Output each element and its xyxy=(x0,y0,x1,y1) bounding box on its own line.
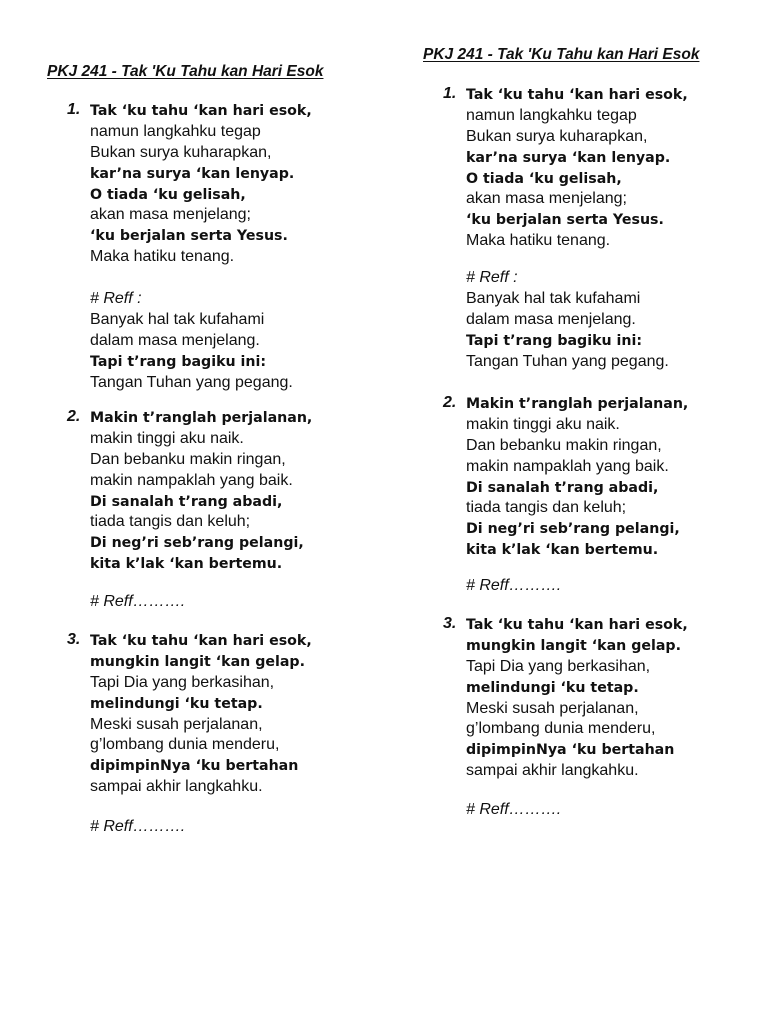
lyric-line: Di sanalah t’rang abadi, xyxy=(466,479,659,496)
verse-lines xyxy=(90,289,293,393)
refrain-label: # Reff : xyxy=(466,269,518,286)
lyric-line: Di sanalah t’rang abadi, xyxy=(90,493,283,510)
lyric-line: O tiada ‘ku gelisah, xyxy=(466,170,622,187)
lyric-line: O tiada ‘ku gelisah, xyxy=(90,186,246,203)
lyric-line: Banyak hal tak kufahami xyxy=(466,289,641,307)
verse-lines xyxy=(466,85,688,252)
verse-lines xyxy=(466,394,688,561)
verse-number: 1. xyxy=(67,101,81,118)
lyric-line: makin nampaklah yang baik. xyxy=(466,457,669,475)
lyric-line: Tapi Dia yang berkasihan, xyxy=(466,657,651,675)
lyric-line: kar’na surya ‘kan lenyap. xyxy=(466,149,671,166)
lyric-line: Tapi t’rang bagiku ini: xyxy=(90,353,267,370)
refrain-label: # Reff………. xyxy=(466,577,562,594)
verse-lines xyxy=(90,408,312,575)
lyric-line: kar’na surya ‘kan lenyap. xyxy=(90,165,295,182)
lyric-line: Maka hatiku tenang. xyxy=(90,248,235,266)
lyric-line: akan masa menjelang; xyxy=(90,206,251,224)
lyric-line: dipimpinNya ‘ku bertahan xyxy=(466,742,675,759)
lyric-line: ‘ku berjalan serta Yesus. xyxy=(466,212,664,229)
verse-lines xyxy=(90,101,312,268)
lyric-line: tiada tangis dan keluh; xyxy=(466,499,627,517)
lyric-line: dipimpinNya ‘ku bertahan xyxy=(90,758,299,775)
lyric-line: Tak ‘ku tahu ‘kan hari esok, xyxy=(466,617,688,633)
lyric-line: mungkin langit ‘kan gelap. xyxy=(466,637,681,654)
lyric-line: melindungi ‘ku tetap. xyxy=(90,695,263,712)
lyric-line: dalam masa menjelang. xyxy=(90,331,260,349)
lyric-line: Tak ‘ku tahu ‘kan hari esok, xyxy=(90,103,312,119)
lyric-line: Tangan Tuhan yang pegang. xyxy=(90,373,293,391)
lyric-line: Bukan surya kuharapkan, xyxy=(466,127,648,145)
verse-lines xyxy=(466,268,669,372)
lyric-line: sampai akhir langkahku. xyxy=(90,778,263,796)
lyric-line: makin tinggi aku naik. xyxy=(466,415,620,433)
lyric-line: Makin t’ranglah perjalanan, xyxy=(90,410,313,426)
verse-lines xyxy=(466,576,561,597)
verse-number: 2. xyxy=(443,394,457,411)
lyric-line: tiada tangis dan keluh; xyxy=(90,513,251,531)
verse-lines xyxy=(466,615,688,782)
lyric-line: Tapi t’rang bagiku ini: xyxy=(466,332,643,349)
lyric-line: Dan bebanku makin ringan, xyxy=(466,436,662,454)
refrain-label: # Reff………. xyxy=(466,801,562,818)
lyric-line: Di neg’ri seb’rang pelangi, xyxy=(466,521,680,538)
lyric-line: Dan bebanku makin ringan, xyxy=(90,450,286,468)
lyric-line: akan masa menjelang; xyxy=(466,190,627,208)
lyric-line: namun langkahku tegap xyxy=(90,122,261,140)
lyric-line: makin tinggi aku naik. xyxy=(90,429,244,447)
lyric-line: Banyak hal tak kufahami xyxy=(90,310,265,328)
song-title: PKJ 241 - Tak 'Ku Tahu kan Hari Esok xyxy=(47,63,324,80)
lyric-line: Tangan Tuhan yang pegang. xyxy=(466,352,669,370)
verse-lines xyxy=(90,817,185,838)
lyric-line: mungkin langit ‘kan gelap. xyxy=(90,653,305,670)
lyric-line: Di neg’ri seb’rang pelangi, xyxy=(90,535,304,552)
lyric-line: ‘ku berjalan serta Yesus. xyxy=(90,228,288,245)
lyric-line: sampai akhir langkahku. xyxy=(466,762,639,780)
verse-lines xyxy=(90,631,312,798)
song-title: PKJ 241 - Tak 'Ku Tahu kan Hari Esok xyxy=(423,46,700,63)
verse-lines xyxy=(90,592,185,613)
lyric-line: kita k’lak ‘kan bertemu. xyxy=(466,542,659,559)
lyric-line: g’lombang dunia menderu, xyxy=(466,720,656,738)
lyric-line: Tak ‘ku tahu ‘kan hari esok, xyxy=(466,87,688,103)
lyric-line: dalam masa menjelang. xyxy=(466,310,636,328)
lyric-line: kita k’lak ‘kan bertemu. xyxy=(90,556,283,573)
verse-number: 1. xyxy=(443,85,457,102)
lyric-line: Makin t’ranglah perjalanan, xyxy=(466,396,689,412)
refrain-label: # Reff………. xyxy=(90,818,186,835)
lyric-line: Meski susah perjalanan, xyxy=(90,715,263,733)
verse-number: 3. xyxy=(67,631,81,648)
refrain-label: # Reff : xyxy=(90,290,142,307)
lyric-line: Meski susah perjalanan, xyxy=(466,699,639,717)
lyric-line: Tapi Dia yang berkasihan, xyxy=(90,673,275,691)
lyric-line: Tak ‘ku tahu ‘kan hari esok, xyxy=(90,633,312,649)
lyric-line: g’lombang dunia menderu, xyxy=(90,736,280,754)
verse-lines xyxy=(466,800,561,821)
lyric-line: makin nampaklah yang baik. xyxy=(90,471,293,489)
verse-number: 2. xyxy=(67,408,81,425)
lyric-line: namun langkahku tegap xyxy=(466,106,637,124)
lyric-line: melindungi ‘ku tetap. xyxy=(466,679,639,696)
lyric-line: Bukan surya kuharapkan, xyxy=(90,143,272,161)
verse-number: 3. xyxy=(443,615,457,632)
refrain-label: # Reff………. xyxy=(90,593,186,610)
lyric-line: Maka hatiku tenang. xyxy=(466,232,611,250)
